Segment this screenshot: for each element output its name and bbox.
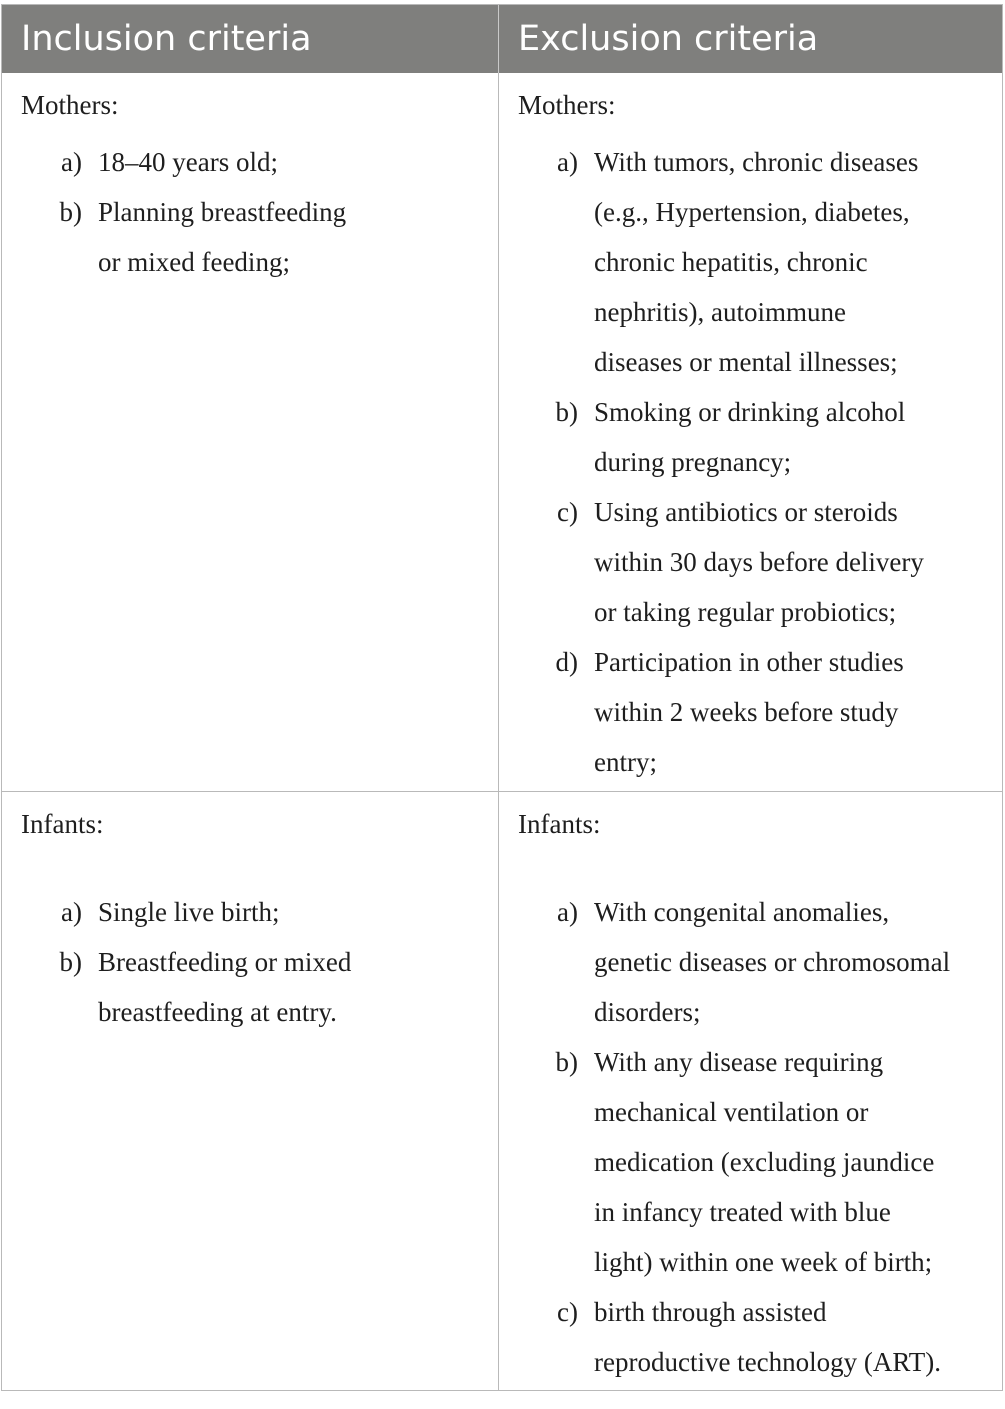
list-item-text: Single live birth; [98,897,280,927]
inclusion-header: Inclusion criteria [2,5,499,73]
exclusion-cell-infants [499,792,1002,1390]
list-item [536,1037,956,1287]
table-row-infants [2,792,1002,1390]
list-item [40,137,370,187]
group-label: Mothers: [518,90,616,120]
table-row-mothers [2,73,1002,792]
inclusion-cell-infants [2,792,499,1390]
list-item [536,387,931,487]
list-marker: b) [555,1047,578,1077]
exclusion-cell-mothers [499,73,1002,791]
list-marker: b) [555,397,578,427]
list-item [536,1287,956,1387]
list-item-text: Smoking or drinking alcohol during pregnancy; [594,397,906,477]
list-item [40,937,370,1037]
list-item [40,187,370,287]
group-label: Mothers: [21,90,119,120]
group-label: Infants: [21,809,104,839]
list-item [536,887,956,1037]
list-marker: c) [557,497,578,527]
group-label: Infants: [518,809,601,839]
list-item-text: With congenital anomalies, genetic diseases or chromosomal disorders; [594,897,951,1027]
list-marker: c) [557,1297,578,1327]
inclusion-cell-mothers [2,73,499,791]
exclusion-list-infants [536,887,956,1387]
list-marker: a) [61,897,82,927]
table-header [2,5,1002,73]
exclusion-list-mothers [536,137,931,787]
inclusion-list-infants [40,887,370,1037]
exclusion-header: Exclusion criteria [518,19,819,59]
list-item-text: Using antibiotics or steroids within 30 days before delivery or taking regular probiotics; [594,497,924,627]
list-item-text: With any disease requiring mechanical ventilation or medication (excluding jaundice in infancy treated with blue light) within one week of birth; [594,1047,935,1277]
list-marker: d) [555,647,578,677]
list-item [536,487,931,637]
list-item [40,887,370,937]
list-item-text: Planning breastfeeding or mixed feeding; [98,197,347,277]
list-marker: b) [59,197,82,227]
list-marker: a) [61,147,82,177]
list-marker: a) [557,897,578,927]
list-item [536,137,931,387]
list-marker: b) [59,947,82,977]
list-marker: a) [557,147,578,177]
inclusion-list-mothers [40,137,370,287]
list-item-text: Participation in other studies within 2 weeks before study entry; [594,647,904,777]
list-item-text: Breastfeeding or mixed breastfeeding at entry. [98,947,352,1027]
list-item-text: With tumors, chronic diseases (e.g., Hypertension, diabetes, chronic hepatitis, chronic nephritis), autoimmune diseases or mental illnesses; [594,147,919,377]
list-item-text: 18–40 years old; [98,147,278,177]
list-item [536,637,931,787]
criteria-table [1,4,1003,1391]
list-item-text: birth through assisted reproductive technology (ART). [594,1297,942,1377]
